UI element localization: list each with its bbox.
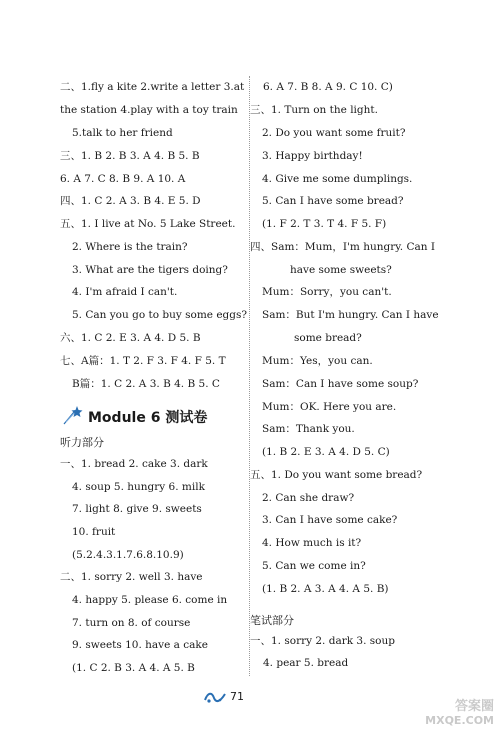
answer-line: 六、1. C 2. E 3. A 4. D 5. B xyxy=(60,332,201,344)
answer-line: 二、1.fly a kite 2.write a letter 3.at xyxy=(60,81,245,93)
answer-line: 4. happy 5. please 6. come in xyxy=(72,594,228,606)
watermark-url: MXQE.COM xyxy=(425,714,494,727)
answer-line: 2. Do you want some fruit? xyxy=(262,127,406,139)
star-burst-icon xyxy=(62,404,84,426)
answer-line: 9. sweets 10. have a cake xyxy=(72,639,208,651)
answer-line: 3. Happy birthday! xyxy=(262,150,363,162)
answer-line: 五、1. Do you want some bread? xyxy=(250,469,423,481)
answer-line: 7. turn on 8. of course xyxy=(72,617,191,629)
answer-line: 3. What are the tigers doing? xyxy=(72,264,228,276)
answer-line: (1. B 2. E 3. A 4. D 5. C) xyxy=(262,446,390,458)
decorative-swirl-icon xyxy=(204,690,226,704)
answer-line: 3. Can I have some cake? xyxy=(262,514,398,526)
module-title: Module 6 测试卷 xyxy=(88,410,208,426)
answer-line: (1. F 2. T 3. T 4. F 5. F) xyxy=(262,218,387,230)
answer-line: have some sweets? xyxy=(290,264,392,276)
watermark xyxy=(425,700,494,728)
answer-line: 2. Can she draw? xyxy=(262,492,355,504)
answer-line: Mum：Sorry，you can't. xyxy=(262,286,392,298)
answer-line: Sam：But I'm hungry. Can I have xyxy=(262,309,439,321)
answer-line: 4. pear 5. bread xyxy=(263,657,349,669)
answer-line: some bread? xyxy=(294,332,362,344)
page-number: 71 xyxy=(230,690,244,703)
column-divider xyxy=(249,76,250,676)
answer-line: 4. Give me some dumplings. xyxy=(262,173,413,185)
answer-line: 2. Where is the train? xyxy=(72,241,188,253)
answer-line: 7. light 8. give 9. sweets xyxy=(72,503,202,515)
answer-line: 6. A 7. B 8. A 9. C 10. C) xyxy=(263,81,393,93)
answer-line: B篇：1. C 2. A 3. B 4. B 5. C xyxy=(72,378,220,390)
answer-line: 5. Can I have some bread? xyxy=(262,195,404,207)
answer-line: 6. A 7. C 8. B 9. A 10. A xyxy=(60,173,186,185)
answer-line: 5. Can you go to buy some eggs? xyxy=(72,309,248,321)
answer-line: 5. Can we come in? xyxy=(262,560,366,572)
listening-section-label: 听力部分 xyxy=(60,436,104,449)
answer-line: 4. soup 5. hungry 6. milk xyxy=(72,481,205,493)
answer-line: (5.2.4.3.1.7.6.8.10.9) xyxy=(72,549,184,561)
answer-line: 二、1. sorry 2. well 3. have xyxy=(60,571,203,583)
answer-line: 一、1. sorry 2. dark 3. soup xyxy=(250,635,395,647)
answer-line: (1. B 2. A 3. A 4. A 5. B) xyxy=(262,583,389,595)
answer-line: Mum：Yes，you can. xyxy=(262,355,373,367)
watermark-title: 答案圈 xyxy=(454,699,494,714)
answer-line: 10. fruit xyxy=(72,526,116,538)
answer-line: Mum：OK. Here you are. xyxy=(262,401,397,413)
answer-line: 三、1. B 2. B 3. A 4. B 5. B xyxy=(60,150,200,162)
answer-line: the station 4.play with a toy train xyxy=(60,104,238,116)
writing-section-label: 笔试部分 xyxy=(250,614,294,627)
answer-line: 四、1. C 2. A 3. B 4. E 5. D xyxy=(60,195,201,207)
answer-line: 七、A篇：1. T 2. F 3. F 4. F 5. T xyxy=(60,355,226,367)
answer-line: 三、1. Turn on the light. xyxy=(250,104,378,116)
answer-line: (1. C 2. B 3. A 4. A 5. B xyxy=(72,662,195,674)
answer-line: 四、Sam：Mum，I'm hungry. Can I xyxy=(250,241,435,253)
answer-line: 五、1. I live at No. 5 Lake Street. xyxy=(60,218,236,230)
answer-line: 一、1. bread 2. cake 3. dark xyxy=(60,458,208,470)
answer-line: 4. I'm afraid I can't. xyxy=(72,286,178,298)
answer-line: 4. How much is it? xyxy=(262,537,362,549)
answer-line: Sam：Can I have some soup? xyxy=(262,378,419,390)
answer-line: Sam：Thank you. xyxy=(262,423,355,435)
answer-line: 5.talk to her friend xyxy=(72,127,173,139)
